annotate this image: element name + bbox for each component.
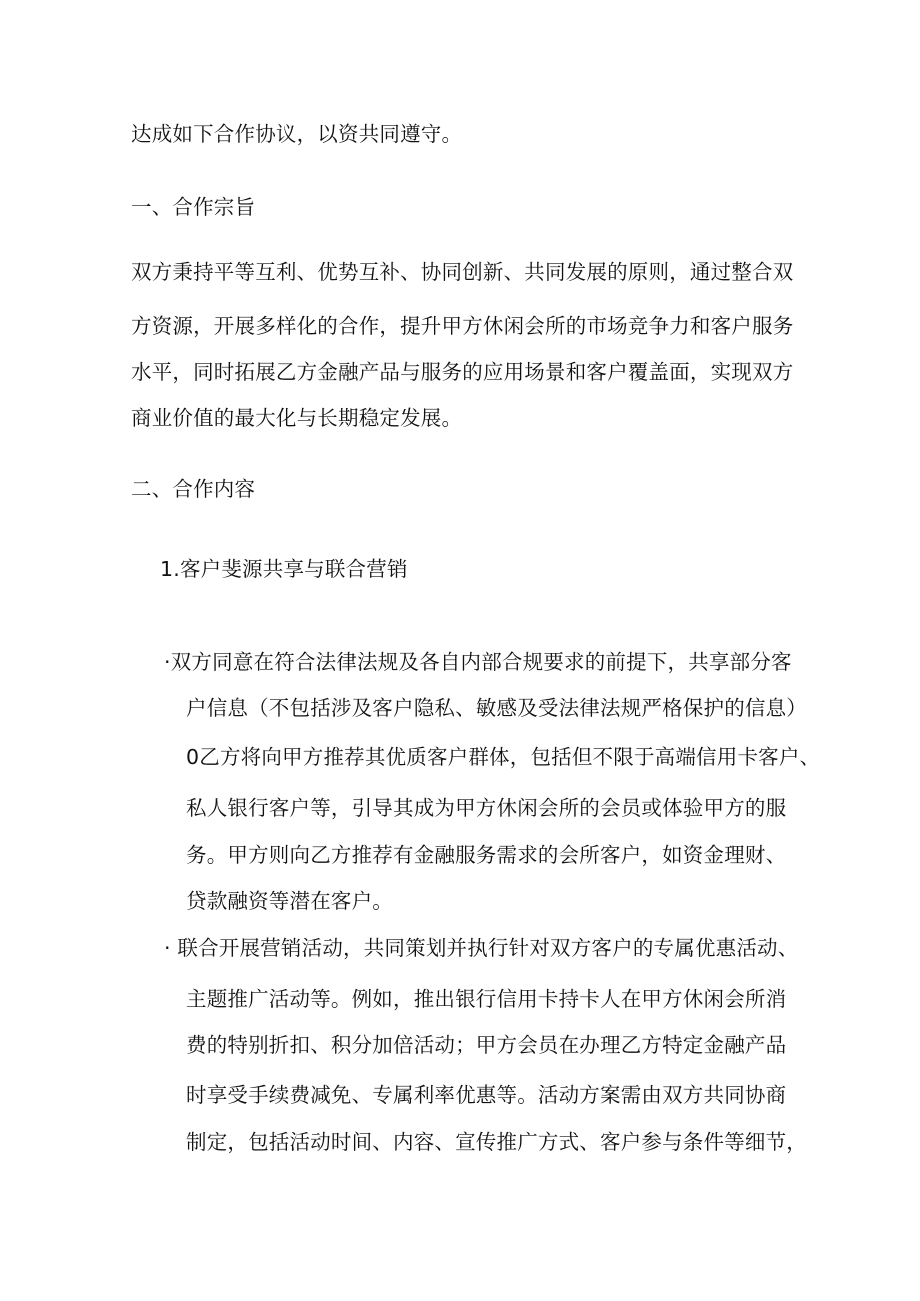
bullet-1-line: 0乙方将向甲方推荐其优质客户群体，包括但不限于高端信用卡客户、	[186, 745, 821, 769]
section-1-line: 双方秉持平等互利、优势互补、协同创新、共同发展的原则，通过整合双	[131, 260, 794, 284]
bullet-2-line: 主题推广活动等。例如，推出银行信用卡持卡人在甲方休闲会所消	[186, 987, 787, 1011]
bullet-1-line: 务。甲方则向乙方推荐有金融服务需求的会所客户，如资金理财、	[186, 843, 787, 867]
bullet-2-line: · 联合开展营销活动，共同策划并执行针对双方客户的专属优惠活动、	[164, 936, 799, 960]
intro-line: 达成如下合作协议，以资共同遵守。	[131, 122, 463, 146]
bullet-1-line: 贷款融资等潜在客户。	[186, 889, 393, 913]
bullet-2-line: 时享受手续费减免、专属利率优惠等。活动方案需由双方共同协商	[186, 1083, 787, 1107]
section-1-line: 水平，同时拓展乙方金融产品与服务的应用场景和客户覆盖面，实现双方	[131, 360, 794, 384]
bullet-1-line: 私人银行客户等，引导其成为甲方休闲会所的会员或体验甲方的服	[186, 796, 787, 820]
bullet-1-line: ·双方同意在符合法律法规及各自内部合规要求的前提下，共享部分客	[164, 650, 792, 674]
subsection-1-heading: 1.客户斐源共享与联合营销	[160, 557, 408, 581]
bullet-1-line: 户信息（不包括涉及客户隐私、敏感及受法律法规严格保护的信息）	[186, 696, 807, 720]
bullet-2-line: 费的特别折扣、积分加倍活动；甲方会员在办理乙方特定金融产品	[186, 1033, 787, 1057]
section-1-line: 商业价值的最大化与长期稳定发展。	[131, 406, 463, 430]
section-1-heading: 一、合作宗旨	[131, 195, 256, 219]
section-2-heading: 二、合作内容	[131, 477, 256, 501]
bullet-2-line: 制定，包括活动时间、内容、宣传推广方式、客户参与条件等细节，	[186, 1130, 807, 1154]
section-1-line: 方资源，开展多样化的合作，提升甲方休闲会所的市场竞争力和客户服务	[131, 314, 794, 338]
